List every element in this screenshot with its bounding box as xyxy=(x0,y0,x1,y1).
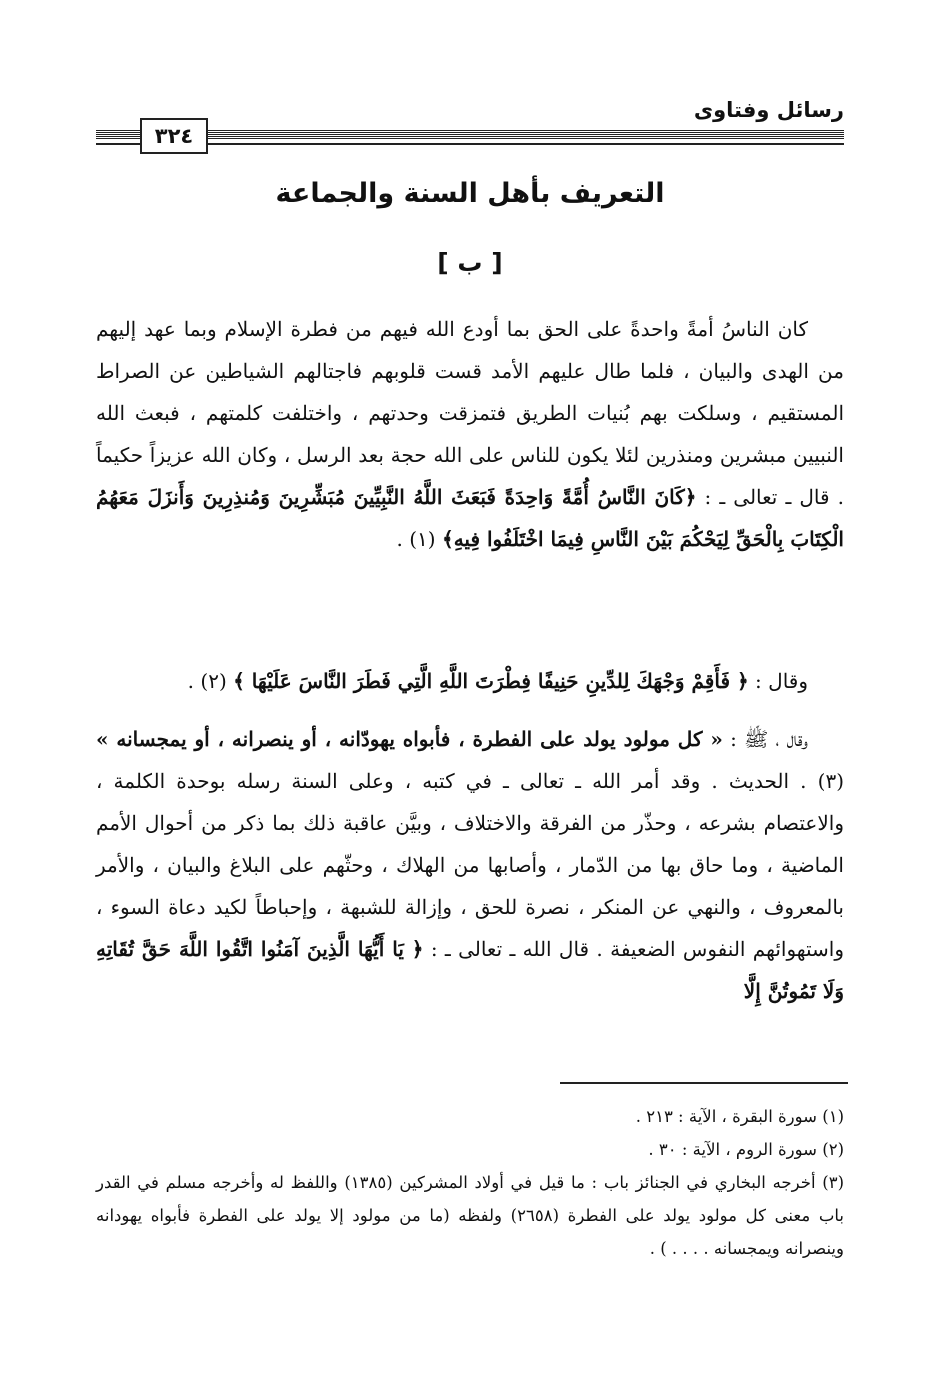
quran-verse-1: ﴿كَانَ النَّاسُ أُمَّةً وَاحِدَةً فَبَعَثَ اللَّهُ النَّبِيِّينَ مُبَشِّرِينَ وَمُنذِرِينَ وَأَنزَلَ مَعَهُمُ الْكِتَابَ بِالْحَقِّ لِيَحْكُمَ بَيْنَ النَّاسِ فِيمَا اخْتَلَفُوا فِيهِ﴾ xyxy=(96,485,844,551)
page-header xyxy=(96,92,844,148)
footnote-1: (١) سورة البقرة ، الآية : ٢١٣ . xyxy=(635,1107,844,1126)
paragraph-3-lead: وقال ، ﷺ : xyxy=(722,727,808,751)
header-rule-thin xyxy=(96,143,844,145)
header-rule-thick xyxy=(96,130,844,139)
footnote-2: (٢) سورة الروم ، الآية : ٣٠ . xyxy=(648,1140,844,1159)
paragraph-3-text: (٣) . الحديث . وقد أمر الله ـ تعالى ـ في كتبه ، وعلى السنة رسله بوحدة الكلمة ، والاعتصام بشرعه ، وحذّر من الفرقة والاختلاف ، وبيَّن عاقبة ذلك بما ذكر من أحوال الأمم الماضية ، وما حاق بها من الدّمار ، وأصابها من الهلاك ، وحثّهم على البلاغ والبيان ، والأمر بالمعروف ، والنهي عن المنكر ، نصرة للحق ، وإزالة للشبهة ، وإحباطاً لكيد دعاة السوء ، واستهوائهم النفوس الضعيفة . قال الله ـ تعالى ـ : xyxy=(96,769,844,961)
paragraph-2 xyxy=(96,660,844,702)
paragraph-1 xyxy=(96,308,844,560)
page-number: ٣٢٤ xyxy=(140,118,208,154)
section-marker: [ ب ] xyxy=(437,248,503,277)
footnote-ref-1: (١) . xyxy=(396,527,442,551)
footnote-ref-2: (٢) . xyxy=(187,669,234,693)
chapter-title: التعريف بأهل السنة والجماعة xyxy=(275,178,665,209)
footnote-3: (٣) أخرجه البخاري في الجنائز باب : ما قيل في أولاد المشركين (١٣٨٥) واللفظ له وأخرجه مسلم في القدر باب معنى كل مولود يولد على الفطرة (٢٦٥٨) ولفظه (ما من مولود إلا يولد على الفطرة فأبواه يهودانه وينصرانه ويمجسانه . . . . ) . xyxy=(96,1173,844,1258)
paragraph-1-text: كان الناسُ أمةً واحدةً على الحق بما أودع الله فيهم من فطرة الإسلام وبما عهد إليهم من الهدى والبيان ، فلما طال عليهم الأمد قست قلوبهم فاجتالهم الشياطين عن الصراط المستقيم ، وسلكت بهم بُنيات الطريق فتمزقت وحدتهم ، واختلفت كلمتهم ، فبعث الله النبيين مبشرين ومنذرين لئلا يكون للناس على الله حجة بعد الرسل ، وكان الله عزيزاً حكيماً . قال ـ تعالى ـ : xyxy=(96,317,844,509)
paragraph-2-lead: وقال : xyxy=(748,669,808,693)
hadith-quote: « كل مولود يولد على الفطرة ، فأبواه يهودّانه ، أو ينصرانه ، أو يمجسانه » xyxy=(96,727,723,751)
quran-verse-2: ﴿ فَأَقِمْ وَجْهَكَ لِلدِّينِ حَنِيفًا فِطْرَتَ اللَّهِ الَّتِي فَطَرَ النَّاسَ عَلَيْهَا ﴾ xyxy=(233,669,749,693)
footnote-separator xyxy=(560,1082,848,1084)
running-title: رسائل وفتاوى xyxy=(693,98,844,122)
paragraph-3 xyxy=(96,718,844,1012)
footnotes xyxy=(96,1100,844,1265)
quran-verse-3: ﴿ يَا أَيُّهَا الَّذِينَ آمَنُوا اتَّقُوا اللَّهَ حَقَّ تُقَاتِهِ وَلَا تَمُوتُنَّ إِلَّا xyxy=(96,937,844,1003)
